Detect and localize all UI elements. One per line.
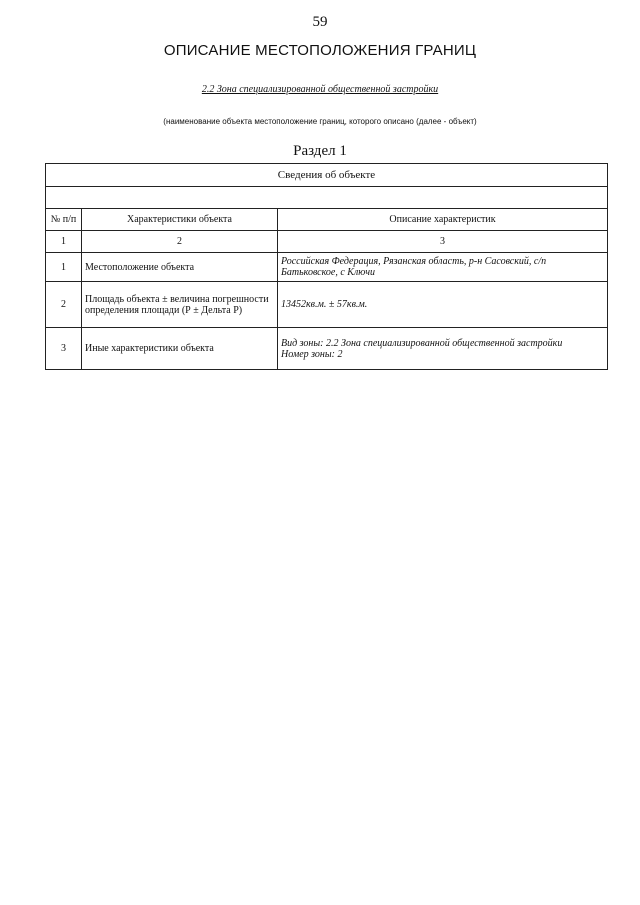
table-spacer-cell	[46, 187, 608, 209]
column-number-2: 2	[82, 231, 278, 253]
header-characteristic: Характеристики объекта	[82, 209, 278, 231]
row-description: Российская Федерация, Рязанская область, р-н Сасовский, с/п Батьковское, с Ключи	[278, 253, 608, 282]
section-title: Раздел 1	[293, 143, 347, 159]
column-number-1: 1	[46, 231, 82, 253]
page-number: 59	[312, 14, 328, 30]
zone-number: Номер зоны: 2	[281, 348, 343, 360]
row-characteristic: Местоположение объекта	[82, 253, 278, 282]
column-number-3: 3	[278, 231, 608, 253]
table-caption-row	[46, 164, 608, 187]
table-row	[46, 328, 608, 370]
row-description	[278, 328, 608, 370]
object-name	[0, 84, 640, 95]
row-num: 3	[46, 328, 82, 370]
document-title: ОПИСАНИЕ МЕСТОПОЛОЖЕНИЯ ГРАНИЦ	[163, 42, 477, 59]
row-num: 1	[46, 253, 82, 282]
zone-type: Вид зоны: 2.2 Зона специализированной общественной застройки	[281, 337, 563, 349]
table-caption: Сведения об объекте	[46, 164, 608, 187]
table-spacer-row	[46, 187, 608, 209]
row-description: 13452кв.м. ± 57кв.м.	[278, 282, 608, 328]
row-characteristic: Иные характеристики объекта	[82, 328, 278, 370]
table-row	[46, 253, 608, 282]
header-num: № п/п	[46, 209, 82, 231]
column-numbers-row	[46, 231, 608, 253]
row-characteristic: Площадь объекта ± величина погрешности определения площади (Р ± Дельта Р)	[82, 282, 278, 328]
header-description: Описание характеристик	[278, 209, 608, 231]
row-num: 2	[46, 282, 82, 328]
object-info-table	[45, 163, 608, 370]
table-header-row	[46, 209, 608, 231]
table-row	[46, 282, 608, 328]
object-caption: (наименование объекта местоположение границ, которого описано (далее - объект)	[163, 117, 477, 126]
object-name-text: 2.2 Зона специализированной общественной застройки	[201, 84, 439, 95]
